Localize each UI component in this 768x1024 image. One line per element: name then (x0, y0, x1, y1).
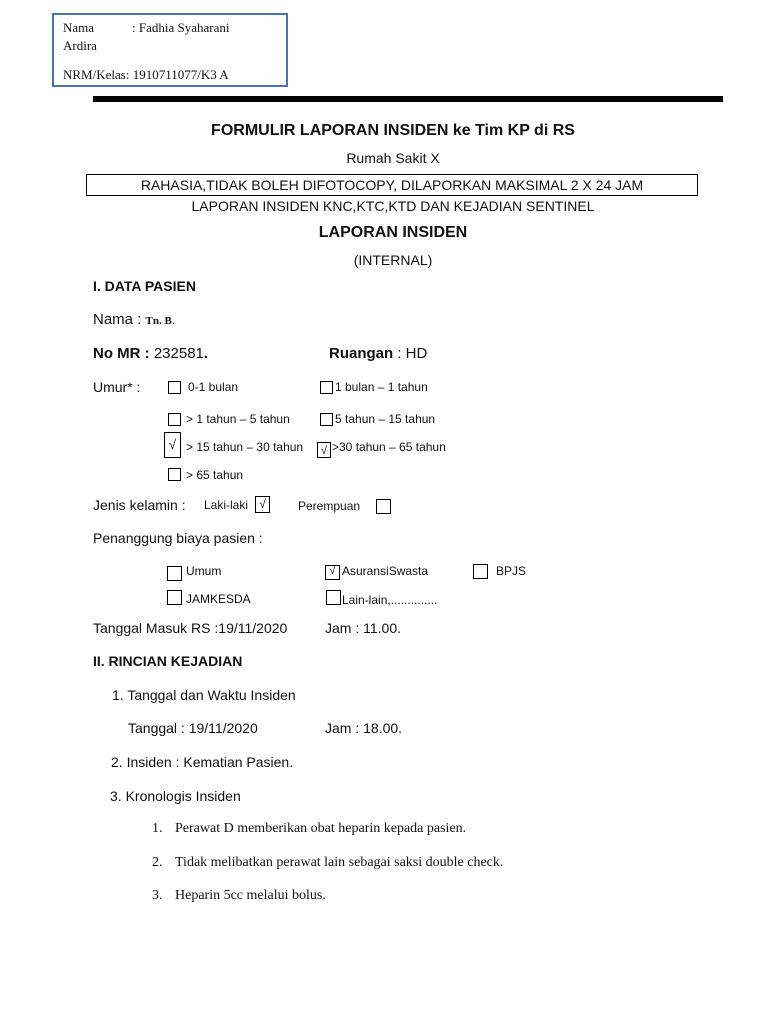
chronology-item: 3. Kronologis Insiden (110, 788, 241, 804)
admission-time: Jam : 11.00. (325, 620, 402, 636)
payer-option-label: Umum (186, 564, 222, 578)
age-checkbox-65-tahun[interactable] (168, 468, 181, 481)
age-checkbox-0-1-bulan[interactable] (168, 381, 181, 394)
report-type-subtitle: LAPORAN INSIDEN KNC,KTC,KTD DAN KEJADIAN SENTINEL (191, 198, 595, 214)
age-option-label: > 65 tahun (186, 468, 244, 482)
form-title: FORMULIR LAPORAN INSIDEN ke Tim KP di RS (211, 122, 575, 139)
payer-option-label: JAMKESDA (186, 592, 251, 606)
student-identity-box (52, 13, 288, 87)
medical-record-label: No MR : (93, 345, 154, 362)
payer-checkbox-lain-lain[interactable] (326, 590, 341, 605)
age-option-label: 5 tahun – 15 tahun (335, 412, 436, 426)
patient-name-value: Tn. B (145, 315, 172, 327)
age-checkbox-1-bulan-1-tahun[interactable] (320, 381, 333, 394)
chronology-number: 3. (152, 888, 163, 903)
confidential-notice: RAHASIA,TIDAK BOLEH DIFOTOCOPY, DILAPORKAN MAKSIMAL 2 X 24 JAM (86, 174, 698, 196)
hospital-name: Rumah Sakit X (346, 150, 440, 166)
patient-name-label: Nama : (93, 311, 146, 328)
age-option-label: >30 tahun – 65 tahun (332, 440, 446, 454)
section-data-pasien-heading: I. DATA PASIEN (93, 278, 196, 294)
age-option-label: > 1 tahun – 5 tahun (186, 412, 290, 426)
identity-name-label: Nama (63, 20, 95, 35)
identity-name-value: : Fadhia Syaharani (132, 20, 230, 35)
gender-option-label: Perempuan (298, 499, 361, 513)
age-checkbox-30-65-tahun[interactable]: √ (317, 442, 331, 458)
age-label: Umur* : (93, 379, 141, 395)
gender-checkbox-perempuan[interactable] (376, 499, 391, 514)
chronology-text: Heparin 5cc melalui bolus. (175, 888, 326, 903)
medical-record-dot: . (203, 345, 209, 362)
identity-nrm: NRM/Kelas: 1910711077/K3 A (63, 67, 229, 82)
medical-record-row (93, 345, 208, 362)
patient-name-row (93, 311, 175, 328)
payer-label: Penanggung biaya pasien : (93, 530, 263, 546)
age-option-label: 0-1 bulan (188, 380, 239, 394)
incident-time: Jam : 18.00. (325, 720, 403, 736)
age-option-label: 1 bulan – 1 tahun (335, 380, 428, 394)
room-value: : HD (393, 345, 428, 362)
gender-label: Jenis kelamin : (93, 497, 186, 513)
payer-checkbox-bpjs[interactable] (473, 564, 488, 579)
incident-type-item: 2. Insiden : Kematian Pasien. (111, 754, 294, 770)
chronology-number: 1. (152, 821, 163, 836)
room-row (329, 345, 427, 362)
payer-option-label: AsuransiSwasta (342, 564, 429, 578)
report-title: LAPORAN INSIDEN (318, 224, 468, 241)
payer-option-label: Lain-lain,.............. (342, 593, 438, 607)
chronology-number: 2. (152, 855, 163, 870)
incident-datetime-item: 1. Tanggal dan Waktu Insiden (112, 687, 296, 703)
identity-name-continued: Ardira (63, 38, 97, 53)
age-option-label: > 15 tahun – 30 tahun (186, 440, 304, 454)
gender-option-label: Laki-laki (204, 498, 249, 512)
admission-date: Tanggal Masuk RS :19/11/2020 (93, 620, 288, 636)
report-internal-label: (INTERNAL) (353, 252, 433, 268)
section-rincian-kejadian-heading: II. RINCIAN KEJADIAN (93, 653, 243, 669)
room-label: Ruangan (329, 345, 394, 362)
chronology-text: Tidak melibatkan perawat lain sebagai saksi double check. (175, 855, 504, 870)
age-checkbox-5-15-tahun[interactable] (320, 413, 333, 426)
patient-name-dot: . (171, 313, 176, 327)
medical-record-value: 232581 (153, 345, 204, 362)
payer-option-label: BPJS (496, 564, 527, 578)
header-rule (93, 96, 723, 102)
incident-date: Tanggal : 19/11/2020 (128, 720, 258, 736)
age-checkbox-1-5-tahun[interactable] (168, 413, 181, 426)
payer-checkbox-asuransi-swasta[interactable]: √ (325, 565, 340, 580)
payer-checkbox-umum[interactable] (167, 566, 182, 581)
gender-checkbox-laki-laki[interactable]: √ (255, 496, 270, 513)
payer-checkbox-jamkesda[interactable] (167, 590, 182, 605)
chronology-text: Perawat D memberikan obat heparin kepada pasien. (175, 821, 467, 836)
age-checkbox-15-30-tahun[interactable]: √ (164, 432, 181, 458)
